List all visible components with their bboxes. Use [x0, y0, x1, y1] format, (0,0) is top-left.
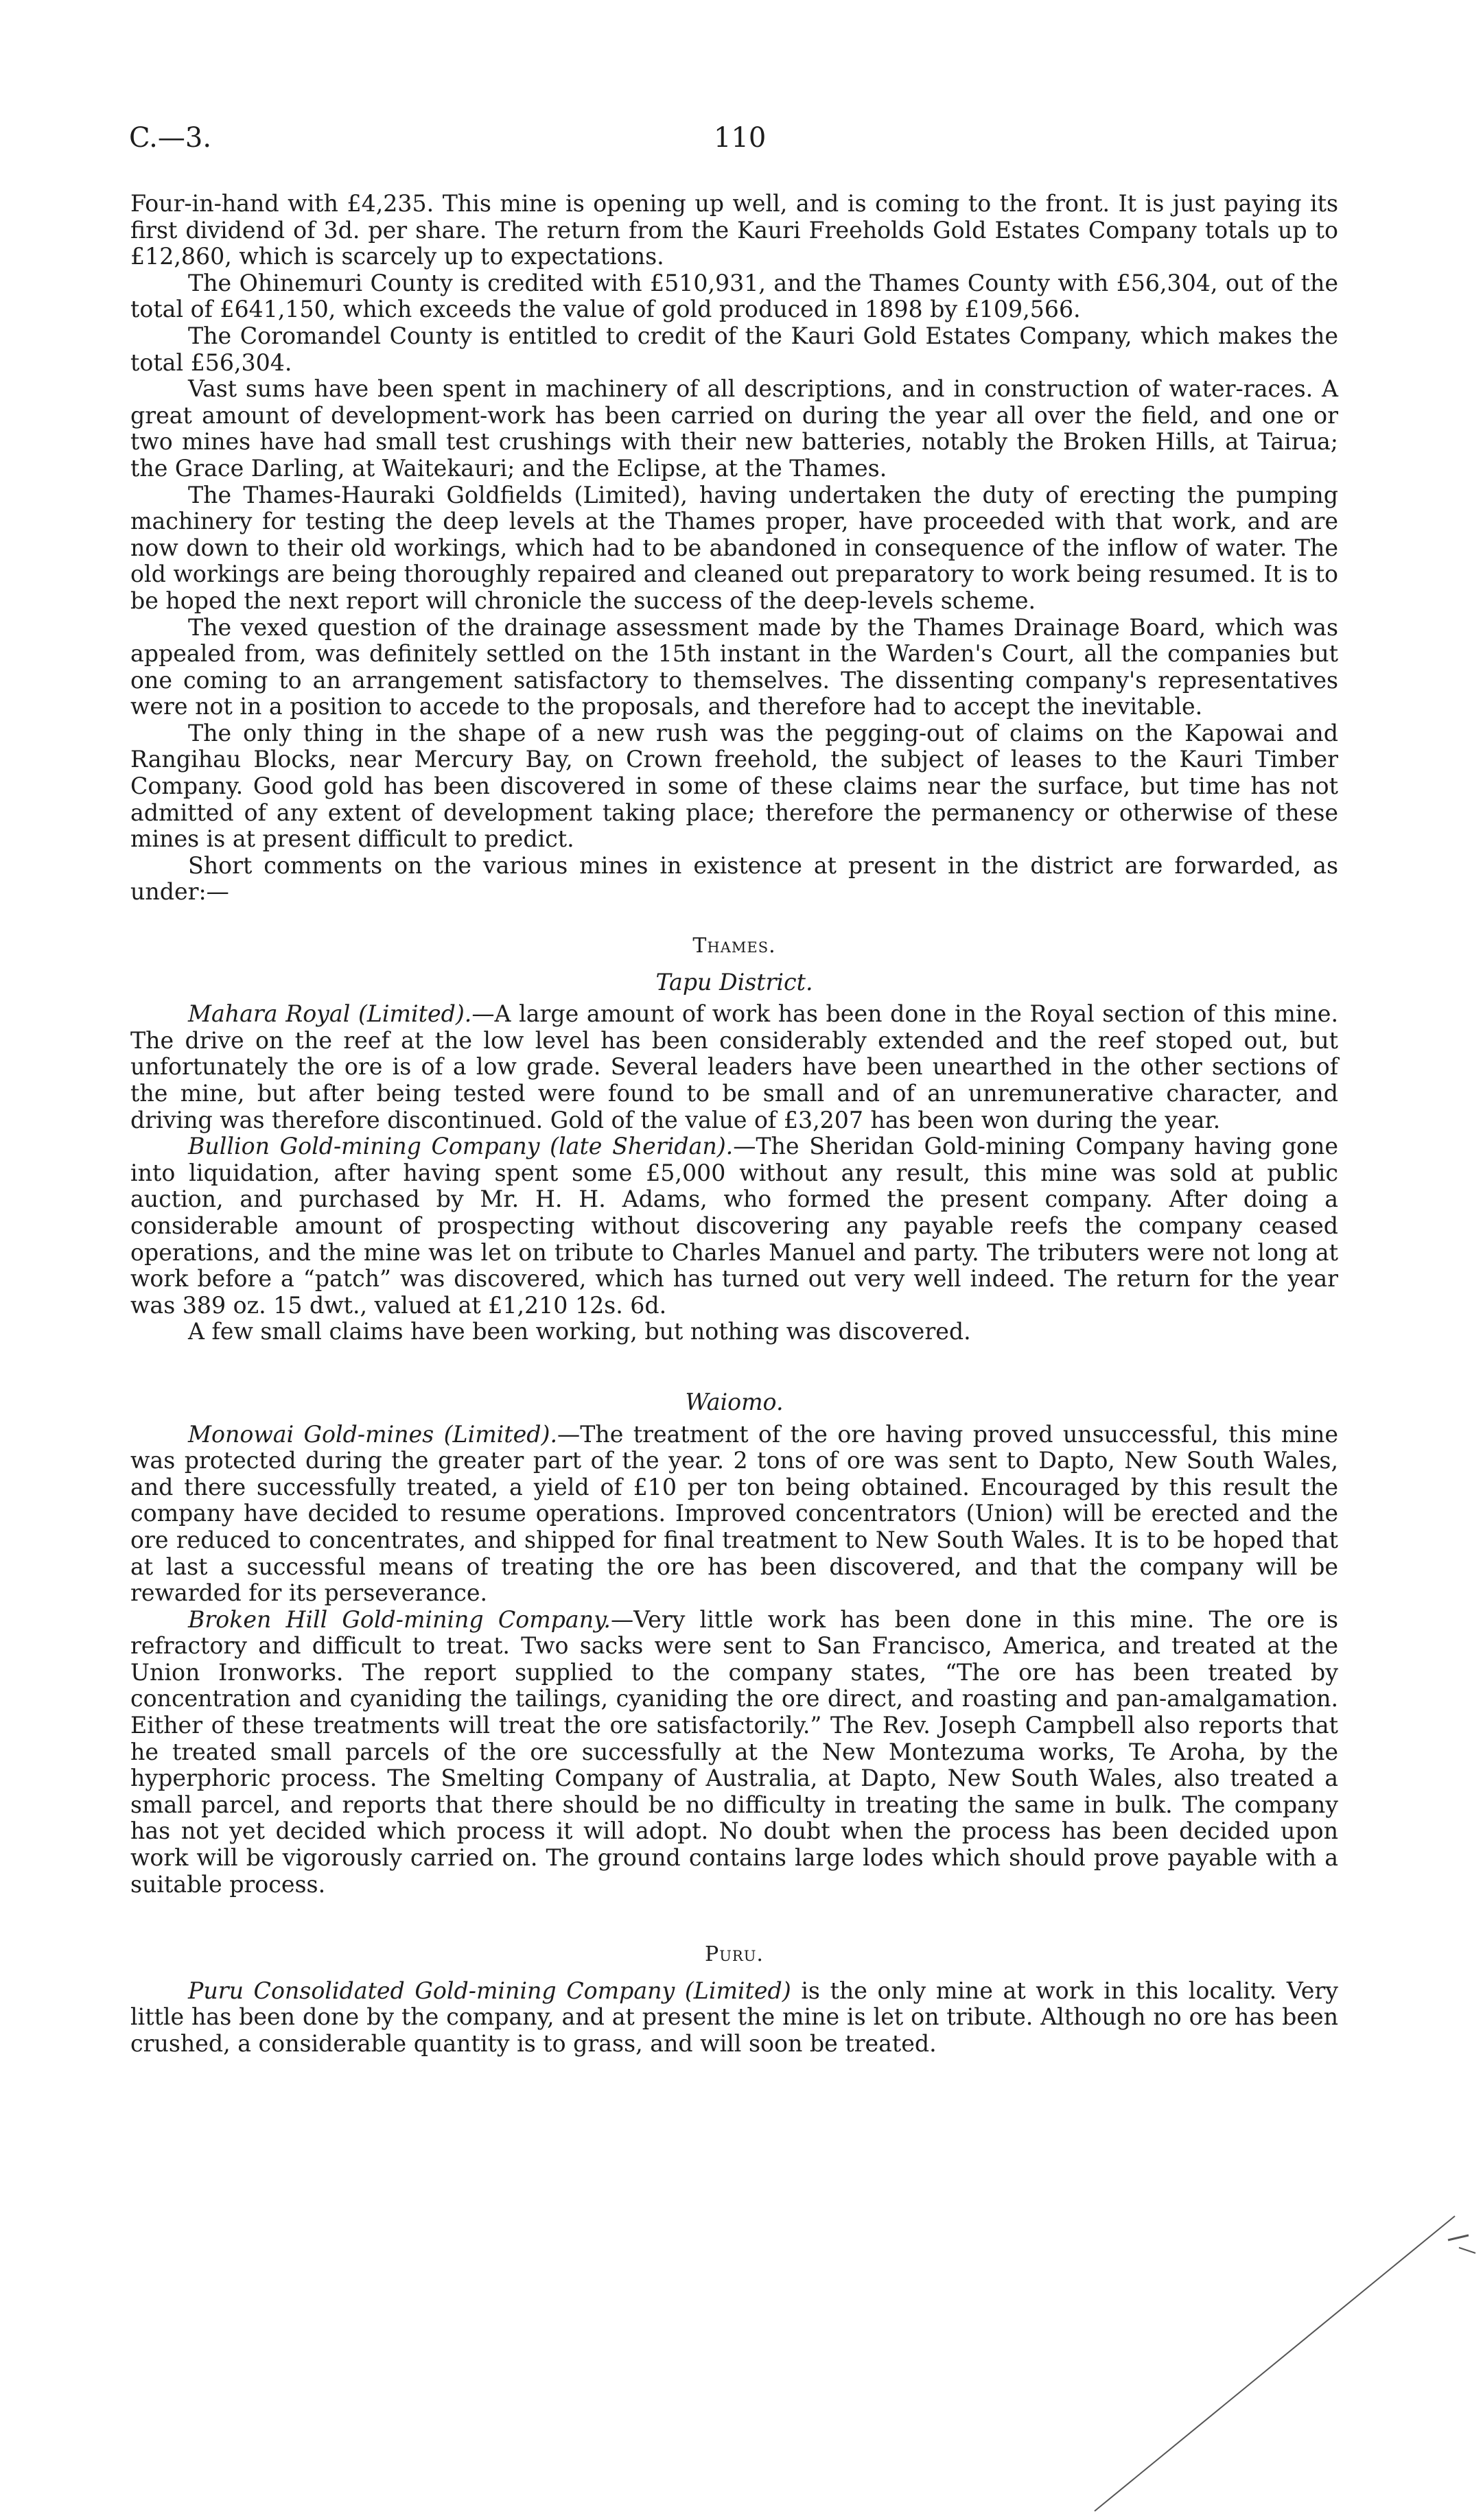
page-number: 110	[714, 122, 767, 154]
document-reference: C.—3.	[129, 122, 212, 154]
entry-title-monowai: Monowai Gold-mines (Limited).	[188, 1420, 558, 1448]
entry-title-puru-consolidated: Puru Consolidated Gold-mining Company (Limited)	[188, 1977, 791, 2004]
paragraph-continuation: Four-in-hand with £4,235. This mine is opening up well, and is coming to the front. It is just paying its first dividend of 3d. per share. The return from the Kauri Freeholds Gold Estates Company totals up to £12,860, which is scarcely up to expectations.	[130, 190, 1338, 270]
paragraph-ohinemuri: The Ohinemuri County is credited with £510,931, and the Thames County with £56,304, out of the total of £641,150, which exceeds the value of gold produced in 1898 by £109,566.	[130, 269, 1338, 323]
paragraph-small-claims: A few small claims have been working, but nothing was discovered.	[188, 1318, 971, 1345]
entry-text-mahara-royal: —A large amount of work has been done in the Royal section of this mine. The drive on the reef at the low level has been considerably extended and the reef stoped out, but unfortunately the ore is of a low grade. Several leaders have been unearthed in the other sections of the mine, but after being tested were found to be small and of an unremunerative character, and driving was therefore discontinued. Gold of the value of £3,207 has been won during the year.	[130, 1000, 1339, 1133]
stray-mark-small	[1459, 2248, 1475, 2253]
entry-title-broken-hill: Broken Hill Gold-mining Company.	[188, 1605, 611, 1633]
entry-text-bullion: —The Sheridan Gold-mining Company having gone into liquidation, after having spent some £5,000 without any result, this mine was sold at public auction, and purchased by Mr. H. H. Adams, who formed the present company. After doing a considerable amount of prospecting without discovering any payable reefs the company ceased operations, and the mine was let on tribute to Charles Manuel and party. The tributers were not long at work before a “patch” was discovered, which has turned out very well indeed. The return for the year was 389 oz. 15 dwt., valued at £1,210 12s. 6d.	[130, 1133, 1338, 1319]
paragraph-coromandel: The Coromandel County is entitled to credit of the Kauri Gold Estates Company, which makes the total £56,304.	[130, 322, 1338, 376]
paragraph-drainage: The vexed question of the drainage assessment made by the Thames Drainage Board, which was appealed from, was definitely settled on the 15th instant in the Warden's Court, all the companies but one coming to an arrangement satisfactory to themselves. The dissenting company's representatives were not in a position to accede to the proposals, and therefore had to accept the inevitable.	[130, 613, 1338, 720]
section-heading-thames: Thames.	[692, 934, 776, 958]
paragraph-short-comments: Short comments on the various mines in existence at present in the district are forwarded, as under:—	[130, 851, 1338, 906]
section-heading-puru: Puru.	[705, 1942, 764, 1967]
stray-pen-stroke	[1095, 2216, 1455, 2511]
entry-text-monowai: —The treatment of the ore having proved unsuccessful, this mine was protected during the greater part of the year. 2 tons of ore was sent to Dapto, New South Wales, and there successfully treated, a yield of £10 per ton being obtained. Encouraged by this result the company have decided to resume operations. Improved concentrators (Union) will be erected and the ore reduced to concentrates, and shipped for final treatment to New South Wales. It is to be hoped that at last a successful means of treating the ore has been discovered, and that the company will be rewarded for its perseverance.	[130, 1420, 1338, 1607]
paragraph-new-rush: The only thing in the shape of a new rush was the pegging-out of claims on the Kapowai and Rangihau Blocks, near Mercury Bay, on Crown freehold, the subject of leases to the Kauri Timber Company. Good gold has been discovered in some of these claims near the surface, but time has not admitted of any extent of development taking place; therefore the permanency or otherwise of these mines is at present difficult to predict.	[130, 719, 1338, 853]
entry-text-puru-consolidated: is the only mine at work in this locality. Very little has been done by the company, and at present the mine is let on tribute. Although no ore has been crushed, a considerable quantity is to grass, and will soon be treated.	[130, 1977, 1338, 2057]
paragraph-machinery: Vast sums have been spent in machinery of all descriptions, and in construction of water-races. A great amount of development-work has been carried on during the year all over the field, and one or two mines have had small test crushings with their new batteries, notably the Broken Hills, at Tairua; the Grace Darling, at Waitekauri; and the Eclipse, at the Thames.	[130, 375, 1338, 482]
entry-title-bullion: Bullion Gold-mining Company (late Sheridan).	[188, 1133, 734, 1160]
stray-mark-small	[1448, 2235, 1469, 2240]
paragraph-thames-hauraki: The Thames-Hauraki Goldfields (Limited), having undertaken the duty of erecting the pumping machinery for testing the deep levels at the Thames proper, have proceeded with that work, and are now down to their old workings, which had to be abandoned in consequence of the inflow of water. The old workings are being thoroughly repaired and cleaned out preparatory to work being resumed. It is to be hoped the next report will chronicle the success of the deep-levels scheme.	[130, 481, 1338, 614]
entry-text-broken-hill: —Very little work has been done in this mine. The ore is refractory and difficult to treat. Two sacks were sent to San Francisco, America, and treated at the Union Ironworks. The report supplied to the company states, “The ore has been treated by concentration and cyaniding the tailings, cyaniding the ore direct, and roasting and pan-amalgamation. Either of these treatments will treat the ore satisfactorily.” The Rev. Joseph Campbell also reports that he treated small parcels of the ore successfully at the New Montezuma works, Te Aroha, by the hyperphoric process. The Smelting Company of Australia, at Dapto, New South Wales, also treated a small parcel, and reports that there should be no difficulty in treating the same in bulk. The company has not yet decided which process it will adopt. No doubt when the process has been decided upon work will be vigorously carried on. The ground contains large lodes which should prove payable with a suitable process.	[130, 1605, 1339, 1898]
subheading-waiomo: Waiomo.	[685, 1388, 784, 1415]
entry-title-mahara-royal: Mahara Royal (Limited).	[188, 1000, 472, 1028]
subheading-tapu-district: Tapu District.	[655, 968, 813, 996]
